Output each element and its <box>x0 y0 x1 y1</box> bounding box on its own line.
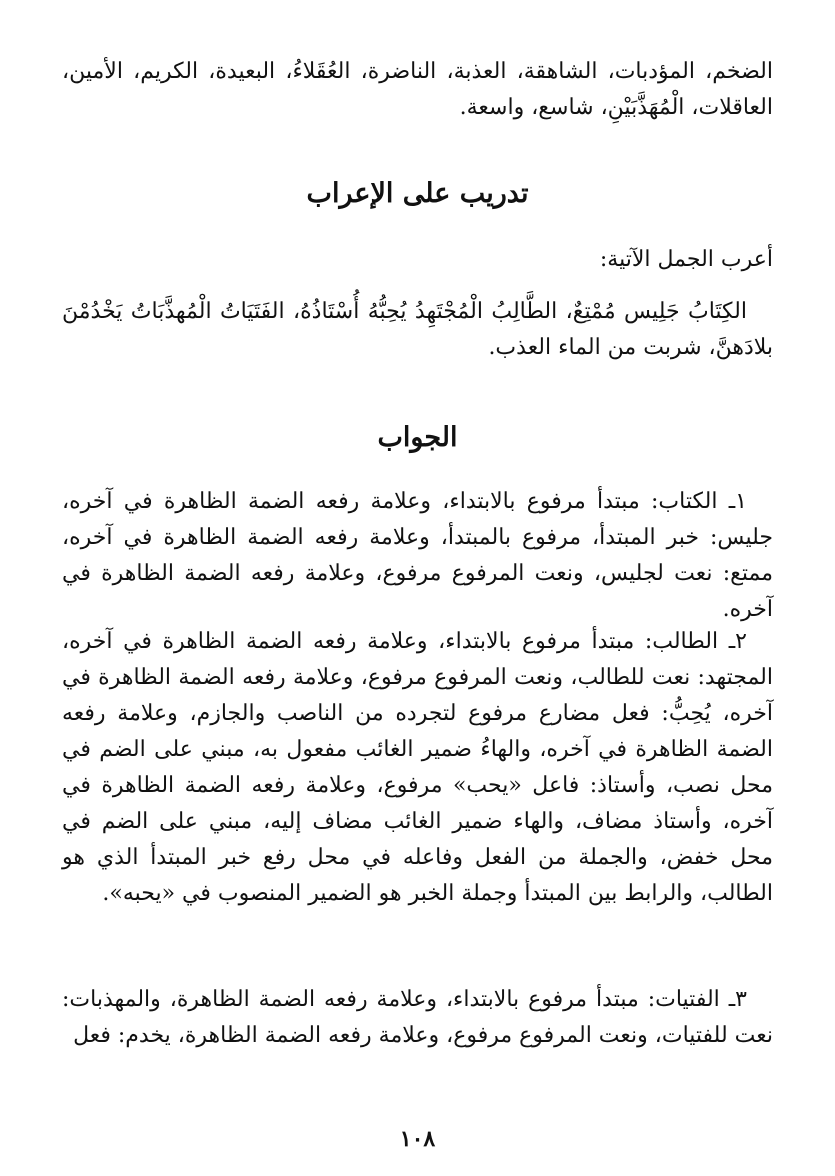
answer-paragraph-1: ١ـ الكتاب: مبتدأ مرفوع بالابتداء، وعلامة رفعه الضمة الظاهرة في آخره، جليس: خبر المبتدأ، مرفوع بالمبتدأ، وعلامة رفعه الضمة الظاهرة في آخره، ممتع: نعت لجليس، ونعت المرفوع مرفوع، وعلامة رفعه الضمة الظاهرة في آخره. <box>62 489 773 622</box>
intro-word-list: الضخم، المؤدبات، الشاهقة، العذبة، الناضرة، العُقَلاءُ، البعيدة، الكريم، الأمين، العاقلات، الْمُهَذَّبَيْنِ، شاسع، واسعة. <box>62 59 773 120</box>
page-number: ١٠٨ <box>399 1126 436 1152</box>
exercise-heading: تدريب على الإعراب <box>306 178 529 209</box>
answer-heading: الجواب <box>377 422 458 453</box>
exercise-sentences: الكِتَابُ جَلِيس مُمْتِعٌ، الطَّالِبُ الْمُجْتَهِدُ يُحِبُّهُ أُسْتَاذُهُ، الفَتَيَاتُ الْمُهذَّبَاتُ يَخْدُمْنَ بلادَهنَّ، شربت من الماء العذب. <box>62 299 773 360</box>
answer-paragraph-3: ٣ـ الفتيات: مبتدأ مرفوع بالابتداء، وعلامة رفعه الضمة الظاهرة، والمهذبات: نعت للفتيات، ونعت المرفوع مرفوع، وعلامة رفعه الضمة الظاهرة، يخدم: فعل <box>62 987 773 1048</box>
answer-paragraph-2: ٢ـ الطالب: مبتدأ مرفوع بالابتداء، وعلامة رفعه الضمة الظاهرة في آخره، المجتهد: نعت للطالب، ونعت المرفوع مرفوع، وعلامة رفعه الضمة الظاهرة في آخره، يُحِبُّ: فعل مضارع مرفوع لتجرده من الناصب والجازم، وعلامة رفعه الضمة الظاهرة في آخره، والهاءُ ضمير الغائب مفعول به، مبني على الضم في محل نصب، وأستاذ: فاعل «يحب» مرفوع، وعلامة رفعه الضمة الظاهرة في آخره، وأستاذ مضاف، والهاء ضمير الغائب مضاف إليه، مبني على الضم في محل خفض، والجملة من الفعل وفاعله في محل رفع خبر المبتدأ الذي هو الطالب، والرابط بين المبتدأ وجملة الخبر هو الضمير المنصوب في «يحبه». <box>62 629 773 906</box>
exercise-instruction: أعرب الجمل الآتية: <box>599 247 773 272</box>
